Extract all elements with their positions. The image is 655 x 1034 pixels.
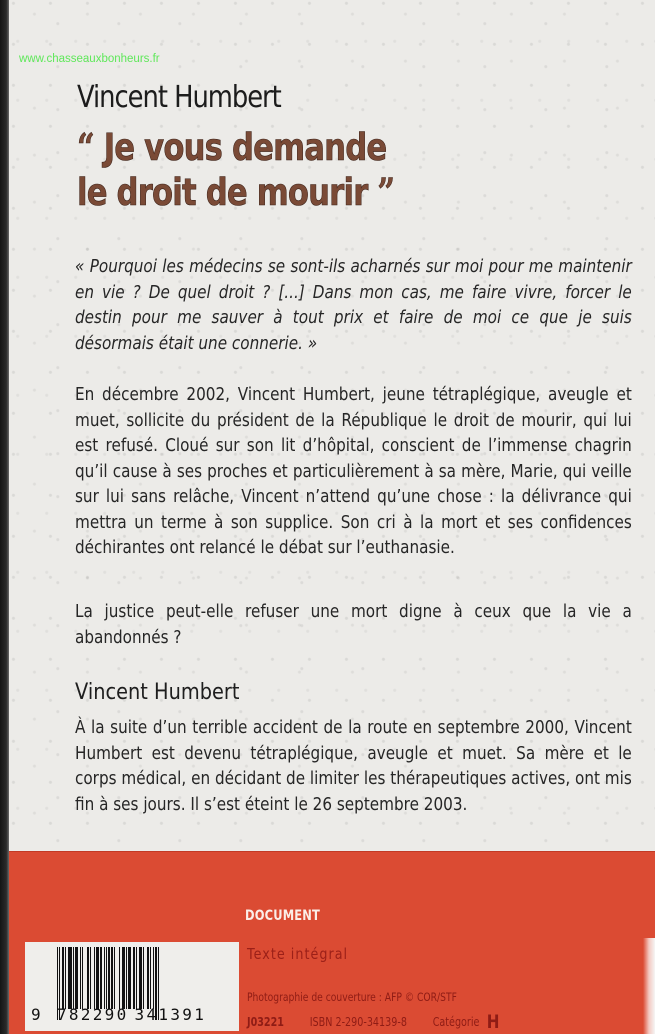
barcode-group-2: 341391	[134, 1005, 207, 1024]
watermark-url: www.chasseauxbonheurs.fr	[19, 53, 160, 65]
blurb-paragraph-1-text: En décembre 2002, Vincent Humbert, jeune tétraplégique, aveugle et muet, sollicite du président de la République le droit de mourir, qui lui est refusé. Cloué sur son lit d’hôpital, conscient de l’immense chagrin qu’il cause à ses proches et particulièrement à sa mère, Marie, qui veille sur lui sans relâche, Vincent n’attend qu’une chose : la délivrance qui mettra un terme à son supplice. Son cri à la mort et ses confidences déchirantes ont relancé le débat sur l’euthanasie.	[75, 385, 632, 558]
book-spine-edge	[0, 0, 9, 1034]
category-name: Catégorie	[432, 1015, 480, 1029]
bio-paragraph-text: À la suite d’un terrible accident de la route en septembre 2000, Vincent Humbert est devenu tétraplégique, aveugle et muet. Sa mère et le corps médical, en décidant de limiter les thérapeutiques actives, ont mis fin à ses jours. Il s’est éteint le 26 septembre 2003.	[75, 718, 632, 815]
blurb-quote	[75, 255, 635, 357]
blurb-paragraph-1	[75, 383, 635, 562]
blurb-paragraph-2	[75, 600, 635, 651]
cover-tear-mark	[643, 938, 655, 1034]
blurb-paragraph-2-text: La justice peut-elle refuser une mort digne à ceux que la vie a abandonnés ?	[75, 602, 632, 648]
barcode-group-1: 782290	[56, 1005, 129, 1024]
barcode-digits	[31, 1005, 206, 1024]
isbn: ISBN 2-290-34139-8	[309, 1015, 407, 1029]
book-title	[77, 125, 394, 215]
title-line-1	[77, 125, 394, 170]
title-line-1-text: Je vous demande	[103, 126, 387, 169]
bio-heading: Vincent Humbert	[75, 680, 240, 705]
bio-paragraph	[75, 716, 635, 818]
barcode-first-digit: 9	[31, 1005, 43, 1024]
author-name: Vincent Humbert	[77, 80, 281, 115]
category-label: DOCUMENT	[245, 908, 321, 924]
edition-label: Texte intégral	[247, 945, 349, 963]
title-line-2	[77, 170, 394, 215]
publisher-code: J03221	[247, 1015, 284, 1029]
close-quote-glyph: ”	[377, 170, 395, 214]
category-letter: H	[486, 1011, 500, 1033]
photo-credit: Photographie de couverture : AFP © COR/STF	[247, 990, 457, 1004]
open-quote-glyph: “	[77, 125, 94, 169]
barcode	[25, 942, 239, 1031]
blurb-quote-text: « Pourquoi les médecins se sont-ils acharnés sur moi pour me maintenir en vie ? De quel droit ? [...] Dans mon cas, me faire vivre, forcer le destin pour me sauver à tout prix et faire de moi ce que je suis désormais était une connerie. »	[75, 257, 632, 354]
title-line-2-text: le droit de mourir	[77, 171, 368, 214]
publication-codes	[247, 1011, 500, 1033]
